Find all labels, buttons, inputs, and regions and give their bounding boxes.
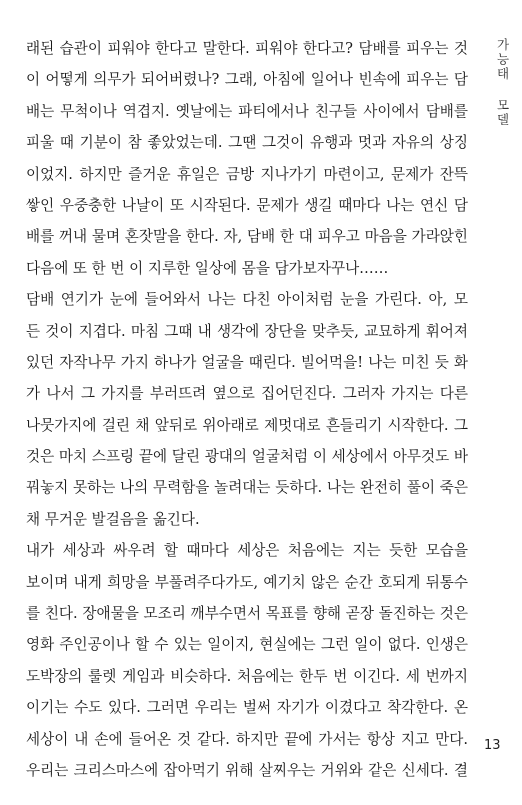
text-line: 채 무거운 발걸음을 옮긴다. xyxy=(26,510,200,528)
body-text xyxy=(26,33,468,786)
text-line: 세상이 내 손에 들어온 것 같다. 하지만 끝에 가서는 항상 지고 만다. xyxy=(26,730,468,748)
text-line: 담배 연기가 눈에 들어와서 나는 다친 아이처럼 눈을 가린다. 아, 모 xyxy=(26,291,468,309)
text-line: 이 어떻게 의무가 되어버렸나? 그래, 아침에 일어나 빈속에 피우는 담 xyxy=(26,71,468,89)
text-line: 영화 주인공이나 할 수 있는 일이지, 현실에는 그런 일이 없다. 인생은 xyxy=(26,636,468,654)
text-line: 도박장의 룰렛 게임과 비슷하다. 처음에는 한두 번 이긴다. 세 번까지 xyxy=(26,667,468,685)
text-line: 를 친다. 장애물을 모조리 깨부수면서 목표를 향해 곧장 돌진하는 것은 xyxy=(26,605,468,623)
text-line: 나뭇가지에 걸린 채 앞뒤로 위아래로 제멋대로 흔들리기 시작한다. 그 xyxy=(26,416,468,434)
text-line: 이었지. 하지만 즐거운 휴일은 금방 지나가기 마련이고, 문제가 잔뜩 xyxy=(26,165,468,183)
text-line: 배를 꺼내 물며 혼잣말을 한다. 자, 담배 한 대 피우고 마음을 가라앉힌 xyxy=(26,228,468,246)
text-line: 이기는 수도 있다. 그러면 우리는 벌써 자기가 이겼다고 착각한다. 온 xyxy=(26,699,468,717)
text-line: 꿔놓지 못하는 나의 무력함을 놀려대는 듯하다. 나는 완전히 풀이 죽은 xyxy=(26,479,468,497)
page-number: 13 xyxy=(484,738,501,753)
text-line: 내가 세상과 싸우려 할 때마다 세상은 처음에는 지는 듯한 모습을 xyxy=(26,542,468,560)
text-line: 것은 마치 스프링 끝에 달린 광대의 얼굴처럼 이 세상에서 아무것도 바 xyxy=(26,448,468,466)
text-line: 든 것이 지겹다. 마침 그때 내 생각에 장단을 맞추듯, 교묘하게 휘어져 xyxy=(26,322,468,340)
text-line: 다음에 또 한 번 이 지루한 일상에 몸을 담가보자꾸나…… xyxy=(26,259,389,277)
text-line: 있던 자작나무 가지 하나가 얼굴을 때린다. 빌어먹을! 나는 미친 듯 화 xyxy=(26,353,468,371)
text-line: 배는 무척이나 역겹지. 옛날에는 파티에서나 친구들 사이에서 담배를 xyxy=(26,102,468,120)
text-line: 쌓인 우중충한 나날이 또 시작된다. 문제가 생길 때마다 나는 연신 담 xyxy=(26,196,468,214)
text-line: 래된 습관이 피워야 한다고 말한다. 피워야 한다고? 담배를 피우는 것 xyxy=(26,40,468,57)
text-line: 우리는 크리스마스에 잡아먹기 위해 살찌우는 거위와 같은 신세다. 결 xyxy=(26,761,468,779)
text-line: 가 나서 그 가지를 부러뜨려 옆으로 집어던진다. 그러자 가지는 다른 xyxy=(26,385,468,403)
running-head: 가능태 모델 xyxy=(495,38,510,128)
text-line: 보이며 내게 희망을 부풀려주다가도, 예기치 않은 순간 호되게 뒤통수 xyxy=(26,573,468,591)
text-line: 피울 때 기분이 참 좋았었는데. 그땐 그것이 유행과 멋과 자유의 상징 xyxy=(26,134,468,152)
